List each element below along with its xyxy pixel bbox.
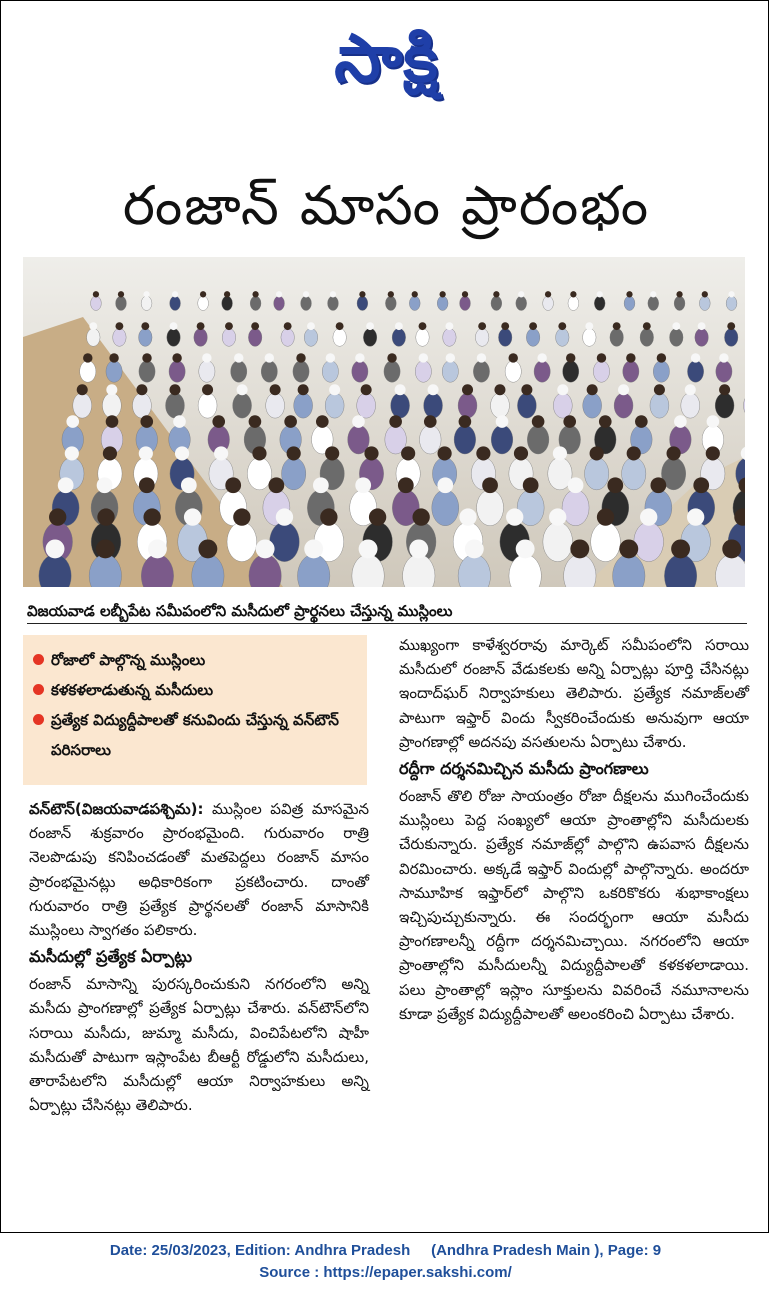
subheading: మసీదుల్లో ప్రత్యేక ఏర్పాట్లు — [29, 947, 193, 967]
subheading: రద్దీగా దర్శనమిచ్చిన మసీదు ప్రాంగణాలు — [399, 759, 649, 779]
highlights-box — [23, 635, 367, 785]
article-column-left — [29, 797, 369, 1117]
article-paragraph: ముఖ్యంగా కాళేశ్వరరావు మార్కెట్ సమీపంలోని సరాయి మసీదులో రంజాన్ వేడుకలకు అన్ని ఏర్పాట్లు పూర్తి చేసినట్లు ఇందాద్‌ఘర్ నిర్వాహకులు తెలిపారు. ప్రత్యేక నమాజ్‌లతో పాటుగా ఇఫ్తార్ విందు స్వీకరించేందుకు అనువుగా ఆయా ప్రాంగణాల్లో అదనపు వసతులను ఏర్పాటు చేశారు. — [399, 636, 749, 751]
prayer-crowd-illustration — [23, 257, 745, 587]
paragraph-text: ముస్లింల పవిత్ర మాసమైన రంజాన్ శుక్రవారం ప్రారంభమైంది. గురువారం రాత్రి నెలపొడుపు కనిపించడంతో మతపెద్దలు రంజాన్ మాసం ప్రారంభమైనట్లు అధికారికంగా ప్రకటించారు. దాంతో గురువారం రాత్రి ప్రత్యేక ప్రార్థనలతో రంజాన్ మాసానికి ముస్లింలు స్వాగతం పలికారు. — [29, 800, 369, 940]
edition-line: Date: 25/03/2023, Edition: Andhra Pradesh (Andhra Pradesh Main ), Page: 9 — [109, 1242, 662, 1259]
article-column-right — [399, 633, 749, 1026]
article-paragraph: రంజాన్ తొలి రోజు సాయంత్రం రోజా దీక్షలను ముగించేందుకు ముస్లింలు పెద్ద సంఖ్యలో ఆయా ప్రాంతాల్లోని మసీదులకు చేరుకున్నారు. ప్రత్యేక నమాజ్‌ల్లో పాల్గొని ఉపవాస దీక్షలను విరమించారు. అక్కడే ఇఫ్తార్ విందుల్లో పాల్గొన్నారు. అందరూ సామూహిక ఇఫ్తార్‌లో పాల్గొని ఒకరికొకరు శుభాకాంక్షలు ఇచ్చిపుచ్చుకున్నారు. ఈ సందర్భంగా ఆయా మసీదు ప్రాంగణాలన్నీ రద్దీగా దర్శనమిచ్చాయి. నగరంలోని ఆయా ప్రాంతాల్లోని మసీదులన్నీ విద్యుద్దీపాలతో కళకళలాడాయి. పలు ప్రాంతాల్లో ఇస్లాం సూక్తులను వివరించే నమూనాలను కూడా ప్రత్యేక విద్యుద్దీపాలతో అలంకరించి ఏర్పాటు చేశారు. — [399, 787, 749, 1023]
highlight-item — [31, 675, 359, 705]
red-bullet-icon — [33, 684, 44, 695]
source-link[interactable]: Source : https://epaper.sakshi.com/ — [259, 1264, 512, 1281]
source-footer — [0, 1240, 771, 1284]
article-paragraph — [29, 797, 369, 942]
highlight-text: ప్రత్యేక విద్యుద్దీపాలతో కనువిందు చేస్తున్న వన్‌టౌన్ పరిసరాలు — [51, 711, 339, 759]
article-paragraph: రంజాన్ మాసాన్ని పురస్కరించుకుని నగరంలోని అన్ని మసీదు ప్రాంగణాల్లో ప్రత్యేక ఏర్పాట్లు చేశారు. వన్‌టౌన్‌లోని సరాయి మసీదు, జుమ్మా మసీదు, వించిపేటలోని షాహీ మసీదుతో పాటుగా ఇస్లాంపేట బీఆర్టీ రోడ్డులోని మసీదులు, తారాపేటలోని మసీదుల్లో ఆయా నిర్వాహకులు అన్ని ఏర్పాట్లు చేసినట్లు తెలిపారు. — [29, 975, 369, 1115]
highlight-text: కళకళలాడుతున్న మసీదులు — [51, 681, 214, 699]
prayer-photo — [23, 257, 745, 587]
sakshi-logo: సాక్షి — [334, 20, 439, 97]
highlight-item — [31, 645, 359, 675]
highlight-text: రోజాలో పాల్గొన్న ముస్లింలు — [51, 651, 206, 669]
red-bullet-icon — [33, 714, 44, 725]
dateline: వన్‌టౌన్(విజయవాడపశ్చిమ): — [29, 800, 204, 818]
highlight-item — [31, 705, 359, 765]
headline: రంజాన్ మాసం ప్రారంభం — [122, 174, 651, 237]
photo-caption: విజయవాడ లబ్బీపేట సమీపంలోని మసీదులో ప్రార్థనలు చేస్తున్న ముస్లింలు — [27, 599, 747, 624]
red-bullet-icon — [33, 654, 44, 665]
